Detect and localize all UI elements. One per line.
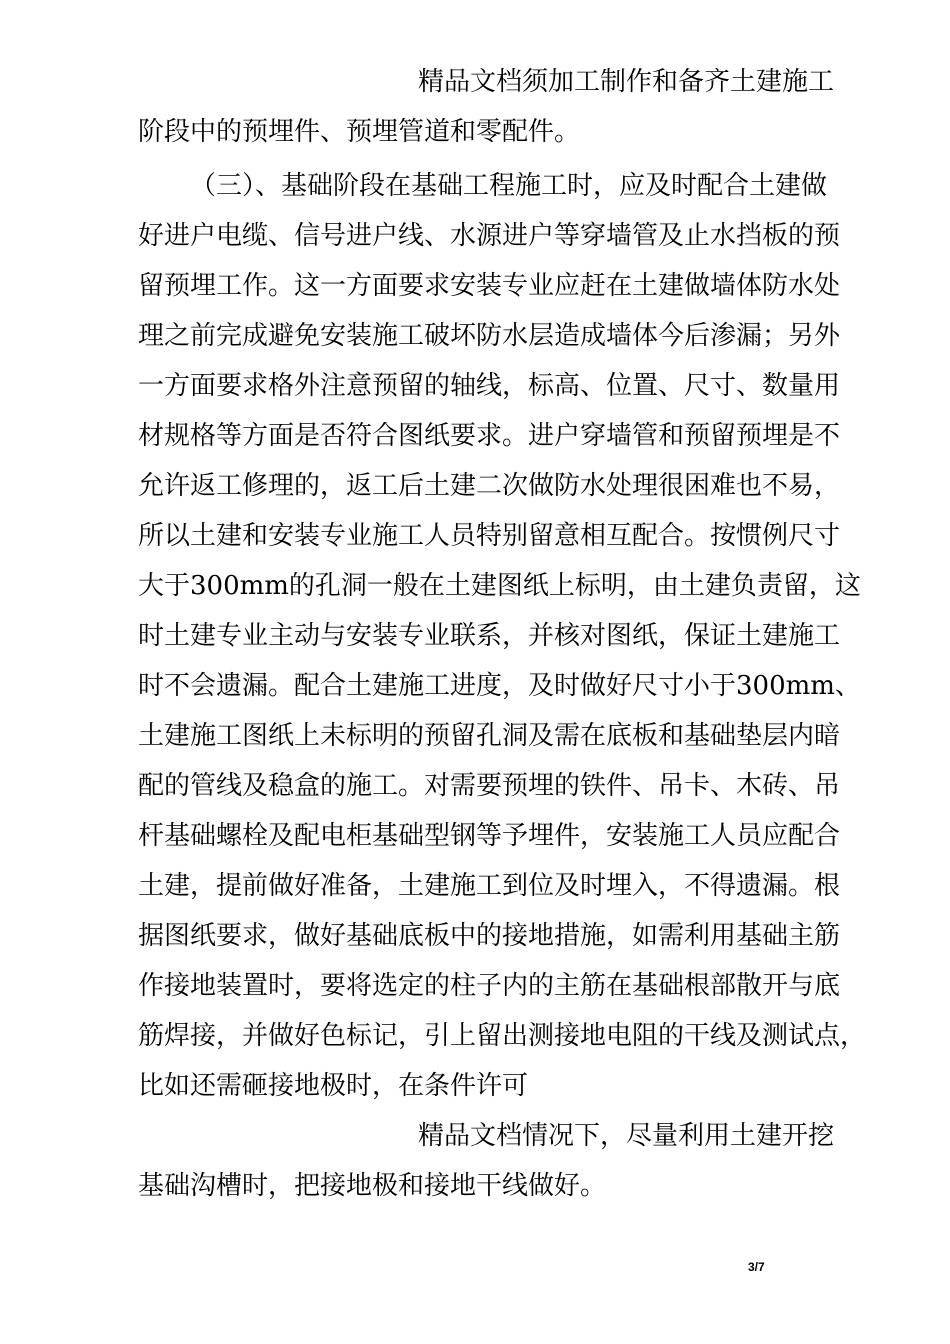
text-line-2: 阶段中的预埋件、预埋管道和零配件。 — [138, 117, 581, 147]
paragraph-line-5: 一方面要求格外注意预留的轴线，标高、位置、尺寸、数量用 — [138, 371, 841, 401]
paragraph-line-16: 据图纸要求，做好基础底板中的接地措施，如需利用基础主筋 — [138, 921, 841, 951]
paragraph-line-8: 所以土建和安装专业施工人员特别留意相互配合。按惯例尺寸 — [138, 521, 841, 551]
paragraph-line-14: 杆基础螺栓及配电柜基础型钢等予埋件，安装施工人员应配合 — [138, 821, 841, 851]
page-number: 3/7 — [748, 1260, 765, 1274]
paragraph-line-12: 土建施工图纸上未标明的预留孔洞及需在底板和基础垫层内暗 — [138, 721, 841, 751]
bottom-fragment-line: 精品文档情况下，尽量利用土建开挖 — [418, 1121, 835, 1151]
last-text-line: 基础沟槽时，把接地极和接地干线做好。 — [138, 1171, 607, 1201]
paragraph-line-13: 配的管线及稳盒的施工。对需要预埋的铁件、吊卡、木砖、吊 — [138, 771, 841, 801]
paragraph-line-9: 大于300mm的孔洞一般在土建图纸上标明，由土建负责留，这 — [138, 571, 861, 601]
paragraph-line-6: 材规格等方面是否符合图纸要求。进户穿墙管和预留预埋是不 — [138, 421, 841, 451]
paragraph-line-10: 时土建专业主动与安装专业联系，并核对图纸，保证土建施工 — [138, 621, 841, 651]
paragraph-line-1: （三）、基础阶段在基础工程施工时，应及时配合土建做 — [190, 171, 828, 201]
paragraph-line-19: 比如还需砸接地极时，在条件许可 — [138, 1071, 529, 1101]
paragraph-line-18: 筋焊接，并做好色标记，引上留出测接地电阻的干线及测试点， — [138, 1021, 867, 1051]
paragraph-line-3: 留预埋工作。这一方面要求安装专业应赶在土建做墙体防水处 — [138, 271, 841, 301]
paragraph-line-4: 理之前完成避免安装施工破坏防水层造成墙体今后渗漏；另外 — [138, 321, 841, 351]
paragraph-line-7: 允许返工修理的，返工后土建二次做防水处理很困难也不易， — [138, 471, 841, 501]
paragraph-line-2: 好进户电缆、信号进户线、水源进户等穿墙管及止水挡板的预 — [138, 221, 841, 251]
paragraph-line-15: 土建，提前做好准备，土建施工到位及时埋入，不得遗漏。根 — [138, 871, 841, 901]
paragraph-line-17: 作接地装置时，要将选定的柱子内的主筋在基础根部散开与底 — [138, 971, 841, 1001]
header-fragment-line: 精品文档须加工制作和备齐土建施工 — [418, 67, 835, 97]
paragraph-line-11: 时不会遗漏。配合土建施工进度，及时做好尺寸小于300mm、 — [138, 671, 861, 701]
